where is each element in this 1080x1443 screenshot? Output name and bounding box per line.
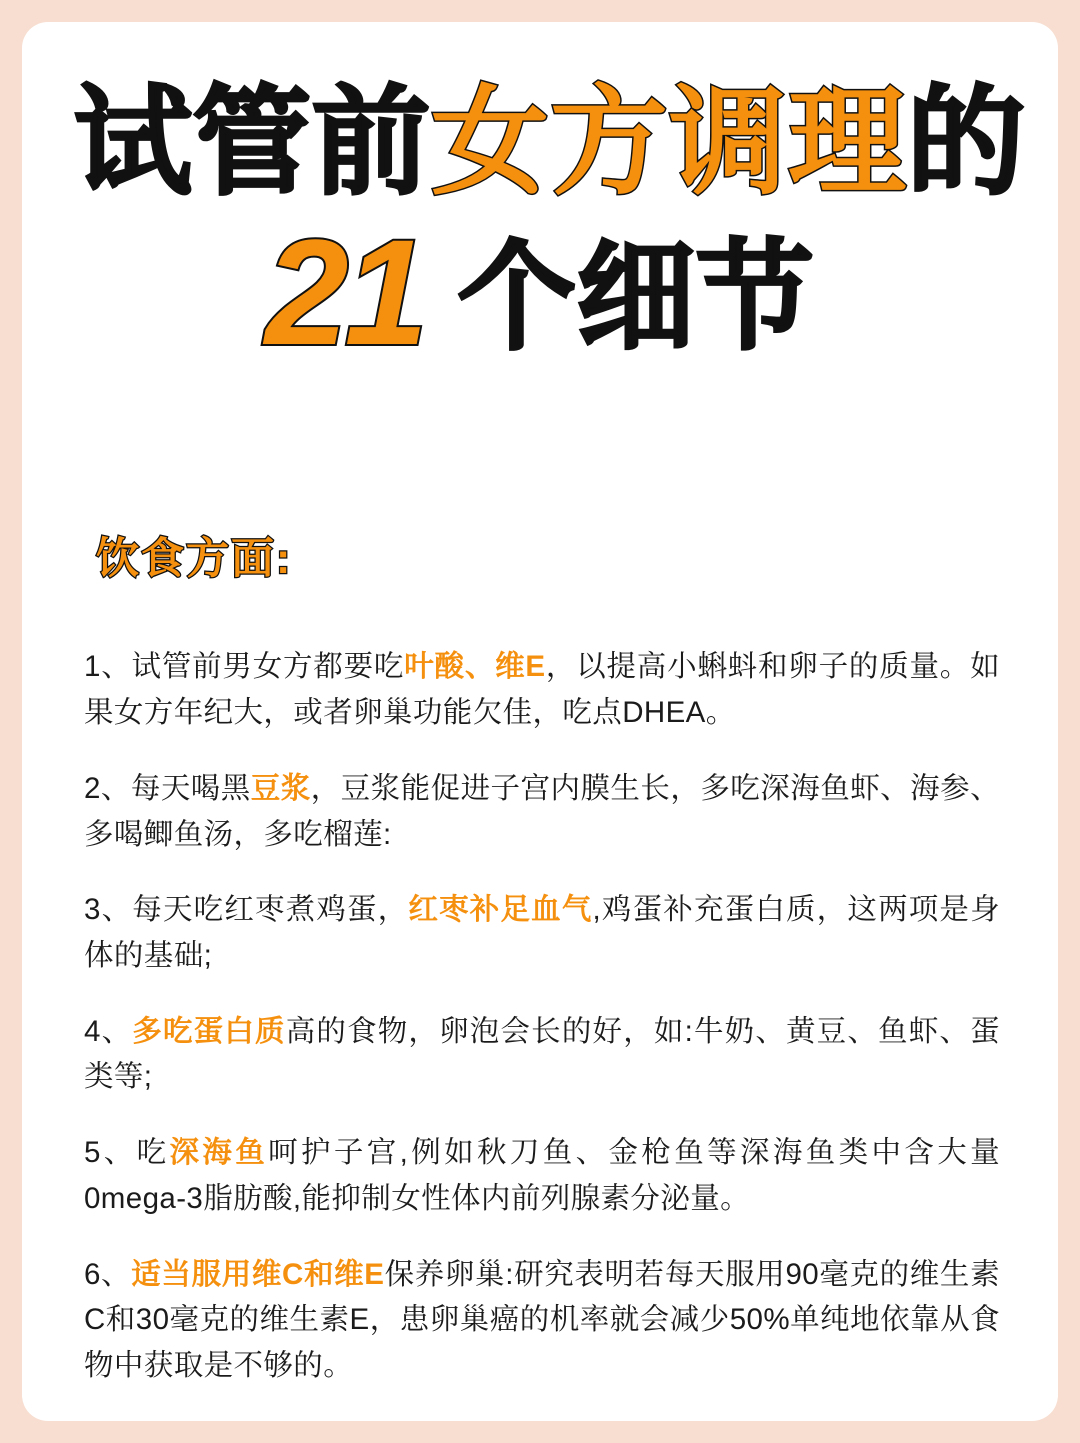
item-text: 每天吃红枣煮鸡蛋， (132, 893, 409, 927)
item-text: 吃 (136, 1136, 170, 1170)
item-text: 试管前男女方都要吃 (131, 650, 405, 684)
title-number: 21 (265, 208, 425, 377)
item-text: 高的食物，卵泡会长的好，如:牛奶、黄豆、鱼虾、蛋类等; (84, 1014, 1000, 1094)
item-highlight: 适当服用维C和维E (131, 1257, 385, 1291)
item-text: ，豆浆能促进子宫内膜生长，多吃深海鱼虾、海参、多喝鲫鱼汤，多吃榴莲: (84, 771, 1000, 851)
tips-list (74, 644, 1006, 1388)
item-text: 每天喝黑 (130, 771, 251, 805)
item-highlight: 红枣补足血气 (408, 893, 593, 927)
item-text: 呵护子宫,例如秋刀鱼、金枪鱼等深海鱼类中含大量0mega-3脂肪酸,能抑制女性体内前列腺素分泌量。 (84, 1136, 1000, 1215)
content-card (22, 22, 1058, 1421)
item-index: 5、 (84, 1136, 137, 1170)
card-inner (22, 22, 1058, 1389)
list-item (84, 1009, 1000, 1100)
item-highlight: 深海鱼 (169, 1136, 269, 1170)
item-highlight: 叶酸、维E (404, 650, 546, 684)
list-item (84, 887, 1000, 978)
item-index: 3、 (84, 893, 133, 927)
title-part-1: 试管前 (74, 77, 432, 209)
poster-title (74, 22, 1027, 377)
list-item (84, 1130, 1000, 1221)
title-line-2 (74, 208, 1006, 377)
list-item (84, 644, 1000, 735)
section-heading: 饮食方面: (96, 535, 293, 584)
title-part-3: 的 (907, 77, 1027, 209)
list-item (84, 766, 1000, 857)
item-highlight: 豆浆 (250, 771, 311, 805)
title-part-highlight: 女方调理 (431, 77, 908, 209)
title-line-1 (74, 77, 1027, 209)
item-index: 2、 (84, 771, 131, 805)
title-suffix: 个细节 (457, 232, 815, 365)
item-index: 1、 (84, 650, 132, 684)
item-highlight: 多吃蛋白质 (132, 1014, 286, 1048)
item-index: 4、 (84, 1014, 133, 1048)
item-text: 保养卵巢:研究表明若每天服用90毫克的维生素C和30毫克的维生素E，患卵巢癌的机率就会减少50%单纯地依靠从食物中获取是不够的。 (84, 1257, 1000, 1383)
item-text: ,鸡蛋补充蛋白质，这两项是身体的基础; (84, 893, 1001, 973)
list-item (84, 1252, 1000, 1389)
item-index: 6、 (84, 1257, 132, 1291)
item-text: ，以提高小蝌蚪和卵子的质量。如果女方年纪大，或者卵巢功能欠佳，吃点DHEA。 (84, 650, 1000, 730)
